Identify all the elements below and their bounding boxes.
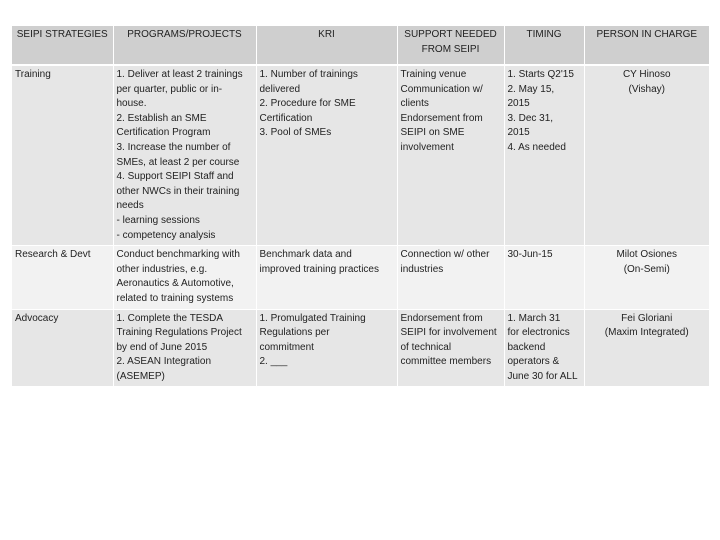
timing-line: June 30 for ALL [507,370,578,382]
support-line: Endorsement from [400,312,483,324]
programs-line: Certification Program [116,127,211,139]
programs-line: Training Regulations Project [116,327,242,339]
support-line: industries [400,263,444,275]
header-support: SUPPORT NEEDED FROM SEIPI [397,26,504,65]
kri-line: delivered [259,83,301,95]
support-line: committee members [400,356,492,368]
cell-kri [256,65,397,246]
timing-line: for electronics [507,327,570,339]
programs-line: Aeronautics & Automotive, [116,278,234,290]
support-line: clients [400,98,429,110]
header-kri: KRI [256,26,397,65]
cell-strategy: Research & Devt [12,246,113,309]
programs-line: (ASEMEP) [116,370,165,382]
cell-programs [113,309,256,387]
programs-line: 4. Support SEIPI Staff and [116,171,234,183]
programs-line: - learning sessions [116,214,200,226]
programs-line: related to training systems [116,292,234,304]
programs-line: 2. Establish an SME [116,112,207,124]
programs-line: Conduct benchmarking with [116,249,240,261]
timing-line: operators & [507,356,560,368]
programs-line: 1. Deliver at least 2 trainings [116,69,243,80]
table-row [12,246,709,309]
programs-line: 2. ASEAN Integration [116,356,212,368]
cell-strategy: Advocacy [12,309,113,387]
timing-line: backend [507,341,546,353]
person-line: CY Hinoso [622,69,671,80]
timing-line: 3. Dec 31, [507,112,554,124]
timing-line: 1. Starts Q2'15 [507,69,574,80]
support-line: Training venue [400,69,467,80]
header-row [12,26,709,65]
cell-strategy: Training [12,65,113,246]
support-line: SEIPI for involvement [400,327,497,339]
timing-line: 30-Jun-15 [507,249,553,261]
cell-timing [504,309,584,387]
programs-line: house. [116,98,147,110]
kri-line: 1. Promulgated Training [259,312,366,324]
cell-person [584,309,709,387]
cell-timing [504,246,584,309]
programs-line: - competency analysis [116,229,216,241]
kri-line: Benchmark data and [259,249,352,261]
programs-line: per quarter, public or in- [116,83,223,95]
cell-timing [504,65,584,246]
cell-programs [113,65,256,246]
header-programs: PROGRAMS/PROJECTS [113,26,256,65]
support-line: Endorsement from [400,112,483,124]
person-line: Fei Gloriani [621,312,673,324]
strategy-table [12,26,709,387]
cell-support [397,309,504,387]
kri-line: improved training practices [259,263,379,275]
cell-support [397,246,504,309]
support-line: of technical [400,341,452,353]
table-header [12,26,709,65]
cell-programs [113,246,256,309]
header-timing: TIMING [504,26,584,65]
kri-line: Regulations per [259,327,330,339]
programs-line: other industries, e.g. [116,263,208,275]
table-row [12,309,709,387]
timing-line: 2. May 15, [507,83,555,95]
person-line: (On-Semi) [623,263,670,275]
header-person: PERSON IN CHARGE [584,26,709,65]
header-strategies: SEIPI STRATEGIES [12,26,113,65]
table-row [12,65,709,246]
cell-person [584,246,709,309]
cell-person [584,65,709,246]
timing-line: 4. As needed [507,141,566,153]
timing-line: 2015 [507,98,530,110]
person-line: Milot Osiones [616,249,678,261]
kri-line: 2. Procedure for SME [259,98,356,110]
support-line: Connection w/ other [400,249,490,261]
kri-line: 3. Pool of SMEs [259,127,332,139]
timing-line: 2015 [507,127,530,139]
support-line: involvement [400,141,454,153]
kri-line: 1. Number of trainings [259,69,358,80]
cell-kri [256,246,397,309]
kri-line: commitment [259,341,314,353]
table-body [12,65,709,387]
support-line: Communication w/ [400,83,483,95]
programs-line: needs [116,200,144,212]
kri-line: Certification [259,112,313,124]
programs-line: other NWCs in their training [116,185,240,197]
kri-line: 2. ___ [259,356,288,368]
cell-kri [256,309,397,387]
programs-line: 3. Increase the number of [116,141,231,153]
person-line: (Vishay) [628,83,665,95]
programs-line: by end of June 2015 [116,341,208,353]
cell-support [397,65,504,246]
person-line: (Maxim Integrated) [604,327,689,339]
timing-line: 1. March 31 [507,312,561,324]
support-line: SEIPI on SME [400,127,465,139]
programs-line: 1. Complete the TESDA [116,312,224,324]
programs-line: SMEs, at least 2 per course [116,156,240,168]
